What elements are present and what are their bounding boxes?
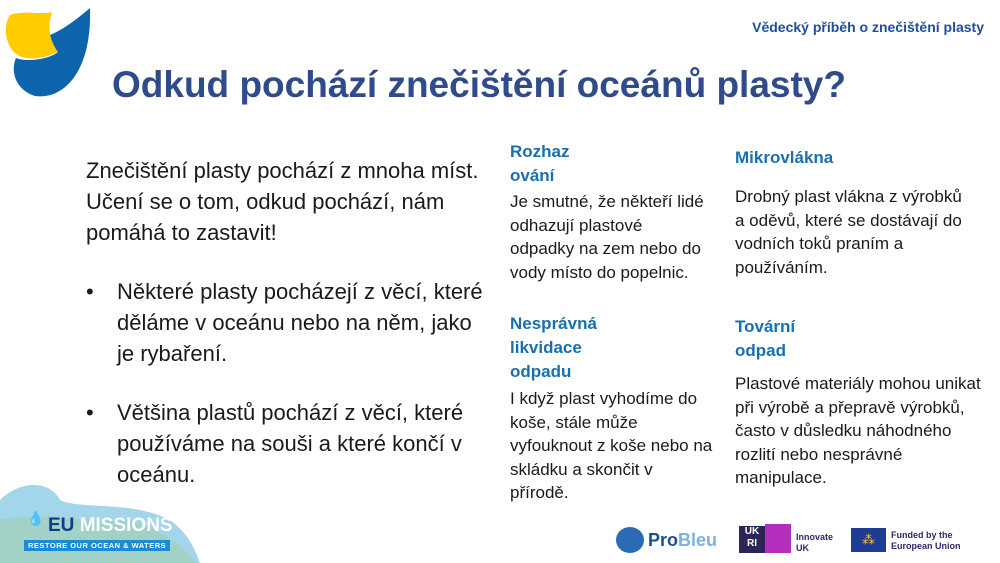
source-text: Plastové materiály mohou unikat při výrobě a přepravě výrobků, často v důsledku náhodného rozlití nebo nesprávné manipulace.: [735, 374, 981, 487]
source-heading: Tovární odpad: [735, 317, 796, 360]
funded-by-eu-text: Funded by the European Union: [891, 530, 961, 551]
drop-icon: 💧: [27, 510, 45, 526]
topic-label: Vědecký příběh o znečištění plasty: [752, 19, 984, 35]
source-heading: Mikrovlákna: [735, 148, 834, 167]
probleu-pro: Pro: [648, 530, 679, 550]
ukri-mark: [765, 524, 791, 553]
bullet-text: Většina plastů pochází z věcí, které používáme na souši a které končí v oceánu.: [117, 400, 464, 487]
brand-logo: [0, 0, 100, 100]
source-text: Je smutné, že někteří lidé odhazují plastové odpadky na zem nebo do vody místo do popelnic.: [510, 192, 704, 282]
innovate-uk-text: Innovate UK: [796, 532, 834, 553]
ukri-logo: UK RI: [739, 526, 765, 553]
missions-text: MISSIONS: [79, 515, 173, 536]
bullet-text: Některé plasty pocházejí z věcí, které děláme v oceánu nebo na něm, jako je rybaření.: [117, 279, 483, 366]
intro-text: Znečištění plasty pochází z mnoha míst. Učení se o tom, odkud pochází, nám pomáhá to zastavit!: [86, 158, 479, 245]
source-text: I když plast vyhodíme do koše, stále může vyfouknout z koše nebo na skládku a skončit v přírodě.: [510, 389, 713, 502]
eu-flag-icon: ⁂: [851, 528, 886, 552]
bullet-item: • Většina plastů pochází z věcí, které používáme na souši a které končí v oceánu.: [86, 397, 486, 490]
page-title: Odkud pochází znečištění oceánů plasty?: [112, 64, 846, 105]
probleu-icon: [616, 527, 644, 553]
source-text: Drobný plast vlákna z výrobků a oděvů, které se dostávají do vodních toků praním a používáním.: [735, 187, 962, 277]
bullet-item: • Některé plasty pocházejí z věcí, které děláme v oceánu nebo na něm, jako je rybaření.: [86, 276, 486, 369]
probleu-bleu: Bleu: [678, 530, 718, 550]
eu-missions-logo: [0, 480, 200, 563]
tagline: RESTORE OUR OCEAN & WATERS: [24, 540, 170, 551]
probleu-logo: [648, 530, 717, 551]
source-heading: Nesprávná likvidace odpadu: [510, 314, 597, 381]
source-heading: Rozhazování: [510, 142, 570, 185]
eu-text: EU: [48, 515, 75, 536]
